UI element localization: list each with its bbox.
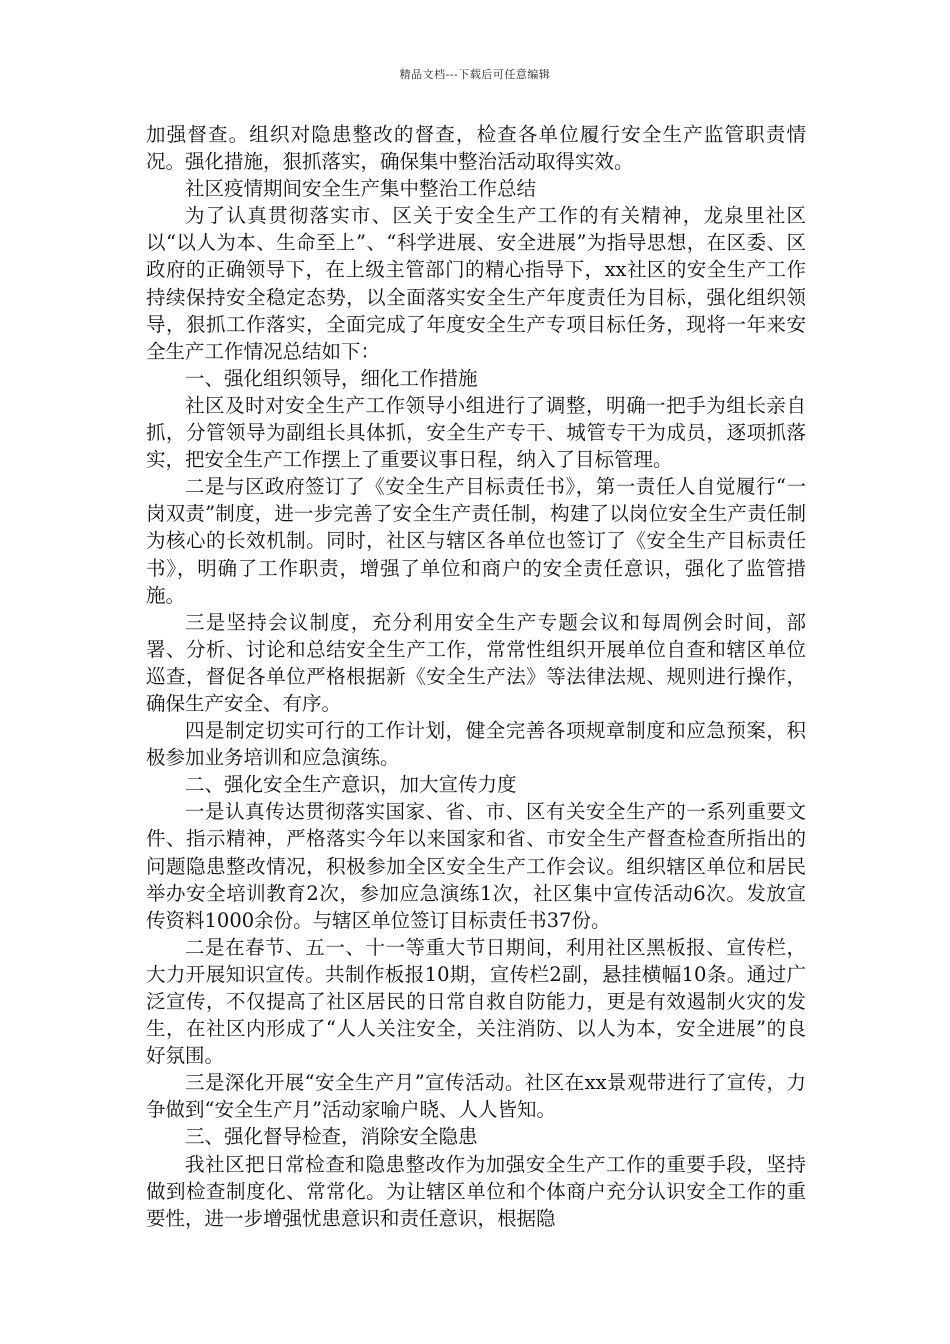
paragraph: 三是坚持会议制度，充分利用安全生产专题会议和每周例会时间，部署、分析、讨论和总结安全生产工作，常常性组织开展单位自查和辖区单位巡查，督促各单位严格根据新《安全生产法》等法律法规、规则进行操作，确保生产安全、有序。 bbox=[146, 610, 806, 715]
section-heading: 二、强化安全生产意识，加大宣传力度 bbox=[185, 773, 517, 797]
page-header: 精品文档---下载后可任意编辑 bbox=[399, 68, 551, 81]
paragraph: 我社区把日常检查和隐患整改作为加强安全生产工作的重要手段，坚持做到检查制度化、常常化。为让辖区单位和个体商户充分认识安全工作的重要性，进一步增强忧患意识和责任意识，根据隐 bbox=[146, 1152, 806, 1230]
paragraph: 二是在春节、五一、十一等重大节日期间，利用社区黑板报、宣传栏，大力开展知识宣传。共制作板报10期，宣传栏2副，悬挂横幅10条。通过广泛宣传，不仅提高了社区居民的日常自救自防能力，更是有效遏制火灾的发生，在社区内形成了“人人关注安全，关注消防、以人为本，安全进展”的良好氛围。 bbox=[146, 935, 806, 1068]
section-heading: 一、强化组织领导，细化工作措施 bbox=[185, 366, 478, 390]
paragraph: 加强督查。组织对隐患整改的督查，检查各单位履行安全生产监管职责情况。强化措施，狠抓落实，确保集中整治活动取得实效。 bbox=[146, 123, 806, 174]
paragraph: 三是深化开展“安全生产月”宣传活动。社区在xx景观带进行了宣传，力争做到“安全生产月”活动家喻户晓、人人皆知。 bbox=[146, 1071, 806, 1122]
paragraph: 二是与区政府签订了《安全生产目标责任书》，第一责任人自觉履行“一岗双责”制度，进一步完善了安全生产责任制，构建了以岗位安全生产责任制为核心的长效机制。同时，社区与辖区各单位也签订了《安全生产目标责任书》，明确了工作职责，增强了单位和商户的安全责任意识，强化了监管措施。 bbox=[146, 475, 806, 607]
document-title: 社区疫情期间安全生产集中整治工作总结 bbox=[185, 177, 537, 201]
paragraph: 为了认真贯彻落实市、区关于安全生产工作的有关精神，龙泉里社区以“以人为本、生命至上”、“科学进展、安全进展”为指导思想，在区委、区政府的正确领导下，在上级主管部门的精心指导下，xx社区的安全生产工作持续保持安全稳定态势，以全面落实安全生产年度责任为目标，强化组织领导，狠抓工作落实，全面完成了年度安全生产专项目标任务，现将一年来安全生产工作情况总结如下： bbox=[146, 204, 806, 363]
paragraph: 社区及时对安全生产工作领导小组进行了调整，明确一把手为组长亲自抓，分管领导为副组长具体抓，安全生产专干、城管专干为成员，逐项抓落实，把安全生产工作摆上了重要议事日程，纳入了目标管理。 bbox=[146, 393, 806, 472]
paragraph: 一是认真传达贯彻落实国家、省、市、区有关安全生产的一系列重要文件、指示精神，严格落实今年以来国家和省、市安全生产督查检查所指出的问题隐患整改情况，积极参加全区安全生产工作会议。组织辖区单位和居民举办安全培训教育2次，参加应急演练1次，社区集中宣传活动6次。发放宣传资料1000余份。与辖区单位签订目标责任书37份。 bbox=[146, 800, 806, 932]
section-heading: 三、强化督导检查，消除安全隐患 bbox=[185, 1125, 478, 1149]
paragraph: 四是制定切实可行的工作计划，健全完善各项规章制度和应急预案，积极参加业务培训和应急演练。 bbox=[146, 719, 806, 770]
document-body bbox=[146, 121, 806, 1232]
